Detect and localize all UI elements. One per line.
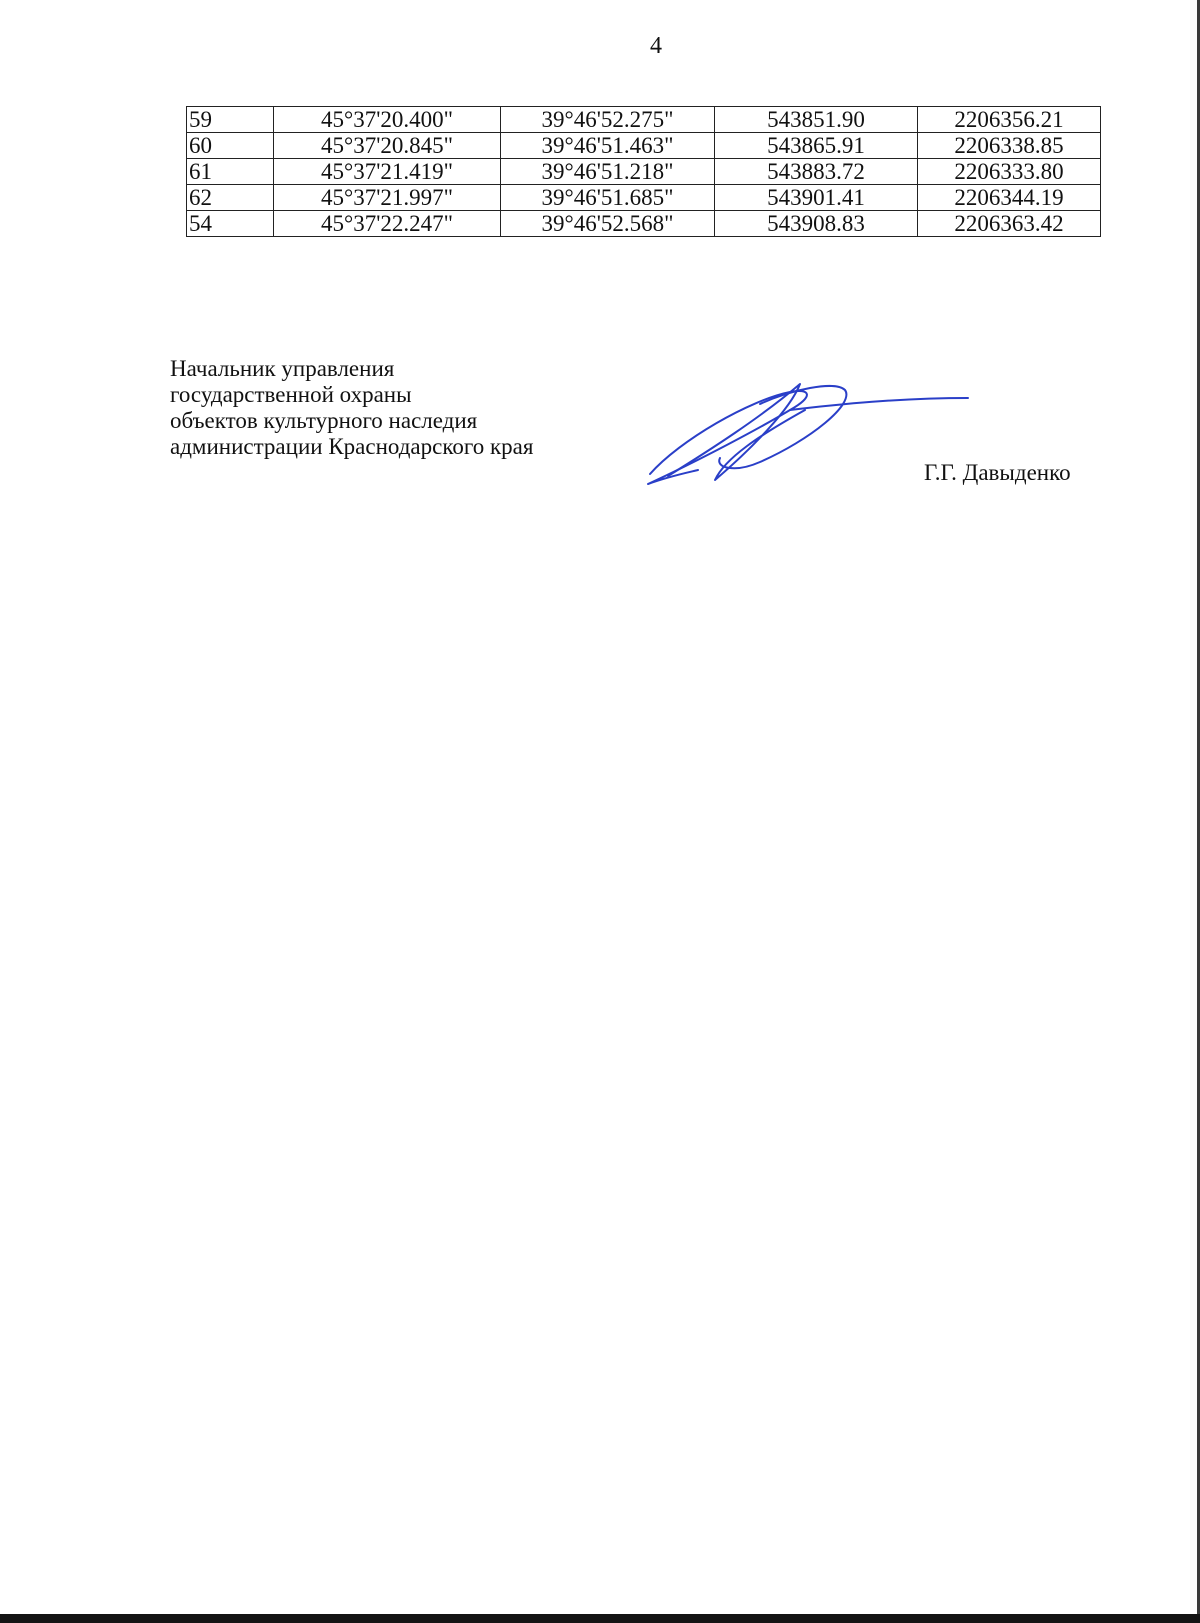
table-row [187,185,1101,211]
x-coordinate-cell: 543851.90 [715,107,918,133]
y-coordinate-cell: 2206363.42 [918,211,1101,237]
longitude-cell: 39°46'51.685" [501,185,715,211]
y-coordinate-cell: 2206356.21 [918,107,1101,133]
signatory-name: Г.Г. Давыденко [924,460,1071,485]
position-line: государственной охраны [170,382,412,407]
longitude-cell: 39°46'52.568" [501,211,715,237]
y-coordinate-cell: 2206333.80 [918,159,1101,185]
y-coordinate-cell: 2206338.85 [918,133,1101,159]
position-line: администрации Краснодарского края [170,434,534,459]
longitude-cell: 39°46'52.275" [501,107,715,133]
point-number-cell: 62 [187,185,274,211]
latitude-cell: 45°37'22.247" [274,211,501,237]
longitude-cell: 39°46'51.463" [501,133,715,159]
x-coordinate-cell: 543901.41 [715,185,918,211]
latitude-cell: 45°37'21.997" [274,185,501,211]
signatory-position [170,356,533,460]
y-coordinate-cell: 2206344.19 [918,185,1101,211]
x-coordinate-cell: 543865.91 [715,133,918,159]
longitude-cell: 39°46'51.218" [501,159,715,185]
page-number: 4 [650,33,662,59]
coordinates-table [186,106,1101,237]
signature-strokes [648,384,968,484]
latitude-cell: 45°37'21.419" [274,159,501,185]
point-number-cell: 54 [187,211,274,237]
point-number-cell: 60 [187,133,274,159]
table-row [187,107,1101,133]
position-line: Начальник управления [170,356,395,381]
x-coordinate-cell: 543883.72 [715,159,918,185]
table-row [187,159,1101,185]
latitude-cell: 45°37'20.845" [274,133,501,159]
handwritten-signature [640,380,970,510]
signature-stroke [790,398,968,410]
position-line: объектов культурного наследия [170,408,478,433]
table-row [187,211,1101,237]
point-number-cell: 59 [187,107,274,133]
table-row [187,133,1101,159]
x-coordinate-cell: 543908.83 [715,211,918,237]
point-number-cell: 61 [187,159,274,185]
scan-bottom-edge [0,1614,1200,1623]
latitude-cell: 45°37'20.400" [274,107,501,133]
